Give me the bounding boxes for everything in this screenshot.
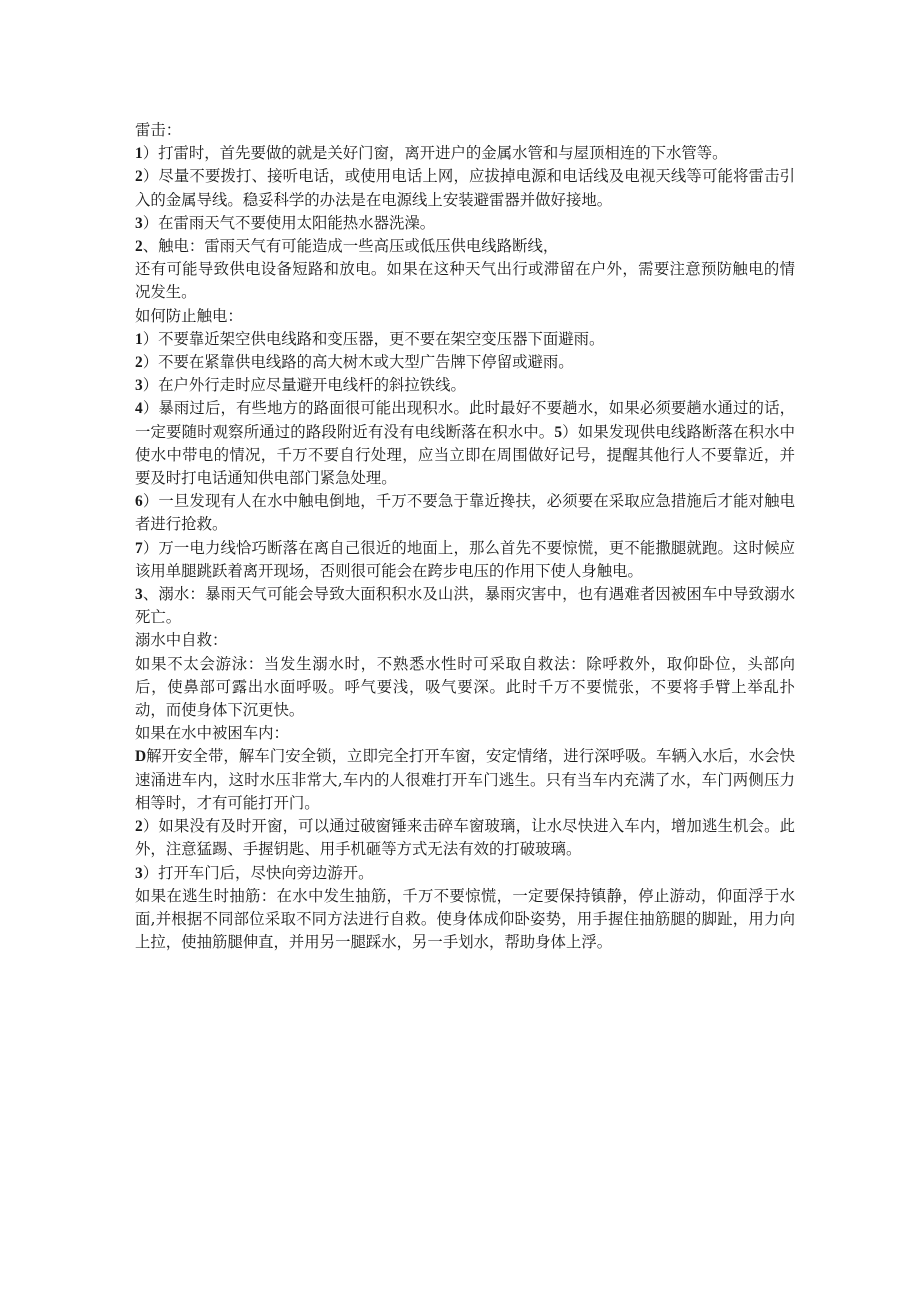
paragraph-text: 、触电：雷雨天气有可能造成一些高压或低压供电线路断线， xyxy=(142,237,559,256)
paragraph-lightning-2 xyxy=(135,165,795,211)
paragraph-text: 如果在水中被困车内： xyxy=(135,724,289,743)
paragraph-text: 解开安全带，解车门安全锁，立即完全打开车窗，安定情绪，进行深呼吸。车辆入水后，水会快速涌进车内，这时水压非常大,车内的人很难打开车门逃生。只有当车内充满了水，车门两侧压力相等时，才有可能打开门。 xyxy=(135,747,795,812)
paragraph-prevent-6 xyxy=(135,490,795,536)
paragraph-text: 雷击： xyxy=(135,121,182,139)
paragraph-trapped-3 xyxy=(135,862,795,885)
paragraph-number: 2 xyxy=(135,354,143,372)
paragraph-text: ）打开车门后，尽快向旁边游开。 xyxy=(142,863,374,882)
paragraph-number: 3 xyxy=(135,864,143,882)
paragraph-electric-continued xyxy=(135,258,795,304)
paragraph-number: 6 xyxy=(135,493,143,511)
paragraph-prevent-7 xyxy=(135,537,795,583)
paragraph-cannot-swim xyxy=(135,653,795,723)
paragraph-number: 2 xyxy=(135,168,143,186)
paragraph-number: 4 xyxy=(135,400,143,418)
paragraph-number: 1 xyxy=(135,145,143,163)
paragraph-number: D xyxy=(135,748,147,766)
paragraph-number: 1 xyxy=(135,330,143,348)
paragraph-text: ）暴雨过后，有些地方的路面很可能出现积水。此时最好不要趟水，如果必须要趟水通过的话，一定要随时观察所通过的路段附近有没有电线断落在积水中。 xyxy=(135,399,795,441)
paragraph-number-inline: 5 xyxy=(554,423,563,441)
paragraph-text: ）一旦发现有人在水中触电倒地，千万不要急于靠近搀扶，必须要在采取应急措施后才能对触电者进行抢救。 xyxy=(135,492,795,534)
paragraph-text: ）在雷雨天气不要使用太阳能热水器洗澡。 xyxy=(142,213,436,232)
paragraph-trapped-1 xyxy=(135,745,795,815)
paragraph-number: 2 xyxy=(135,238,143,256)
paragraph-lightning-heading xyxy=(135,119,795,142)
paragraph-number: 2 xyxy=(135,818,143,836)
paragraph-text: ）万一电力线恰巧断落在离自己很近的地面上，那么首先不要惊慌，更不能撒腿就跑。这时候应该用单腿跳跃着离开现场，否则很可能会在跨步电压的作用下使人身触电。 xyxy=(135,538,795,580)
paragraph-number: 3 xyxy=(135,377,143,395)
paragraph-lightning-1 xyxy=(135,142,795,165)
paragraph-text: ）如果没有及时开窗，可以通过破窗锤来击碎车窗玻璃，让水尽快进入车内，增加逃生机会。此外，注意猛踢、手握钥匙、用手机砸等方式无法有效的打破玻璃。 xyxy=(135,817,795,859)
paragraph-number: 3 xyxy=(135,586,143,604)
paragraph-drowning-heading xyxy=(135,583,795,629)
paragraph-number: 7 xyxy=(135,539,143,557)
paragraph-text: ）不要在紧靠供电线路的高大树木或大型广告牌下停留或避雨。 xyxy=(142,353,574,372)
paragraph-text: ）打雷时，首先要做的就是关好门窗，离开进户的金属水管和与屋顶相连的下水管等。 xyxy=(142,144,728,163)
paragraph-prevent-heading xyxy=(135,305,795,328)
paragraph-text: ）在户外行走时应尽量避开电线杆的斜拉铁线。 xyxy=(142,376,466,395)
paragraph-text: 如果在逃生时抽筋：在水中发生抽筋，千万不要惊慌，一定要保持镇静，停止游动，仰面浮于水面,并根据不同部位采取不同方法进行自救。使身体成仰卧姿势，用手握住抽筋腿的脚趾，用力向上拉，使抽筋腿伸直，并用另一腿踩水，另一手划水，帮助身体上浮。 xyxy=(135,886,795,952)
paragraph-selfrescue-heading xyxy=(135,629,795,652)
paragraph-electric-heading xyxy=(135,235,795,258)
paragraph-text: 还有可能导致供电设备短路和放电。如果在这种天气出行或滞留在户外，需要注意预防触电的情况发生。 xyxy=(135,260,795,302)
paragraph-trapped-heading xyxy=(135,722,795,745)
paragraph-number: 3 xyxy=(135,214,143,232)
paragraph-prevent-4-5 xyxy=(135,397,795,490)
paragraph-prevent-2 xyxy=(135,351,795,374)
paragraph-trapped-2 xyxy=(135,815,795,861)
paragraph-prevent-1 xyxy=(135,328,795,351)
paragraph-text: ）不要靠近架空供电线路和变压器，更不要在架空变压器下面避雨。 xyxy=(142,329,605,348)
paragraph-text: 如何防止触电： xyxy=(135,306,243,325)
paragraph-text: 、溺水：暴雨天气可能会导致大面积积水及山洪，暴雨灾害中，也有遇难者因被困车中导致溺水死亡。 xyxy=(135,585,795,627)
paragraph-text: 如果不太会游泳：当发生溺水时，不熟悉水性时可采取自救法：除呼救外，取仰卧位，头部向后，使鼻部可露出水面呼吸。呼气要浅，吸气要深。此时千万不要慌张，不要将手臂上举乱扑动，而使身体下沉更快。 xyxy=(135,654,795,720)
paragraph-text-inline: ）如果发现供电线路断落在积水中使水中带电的情况，千万不要自行处理，应当立即在周围做好记号，提醒其他行人不要靠近，并要及时打电话通知供电部门紧急处理。 xyxy=(135,422,795,488)
paragraph-text: ）尽量不要拨打、接听电话，或使用电话上网，应拔掉电源和电话线及电视天线等可能将雷击引入的金属导线。稳妥科学的办法是在电源线上安装避雷器并做好接地。 xyxy=(135,167,795,209)
paragraph-text: 溺水中自救： xyxy=(135,631,228,650)
paragraph-prevent-3 xyxy=(135,374,795,397)
paragraph-lightning-3 xyxy=(135,212,795,235)
paragraph-cramp xyxy=(135,885,795,955)
document-body xyxy=(135,119,795,954)
